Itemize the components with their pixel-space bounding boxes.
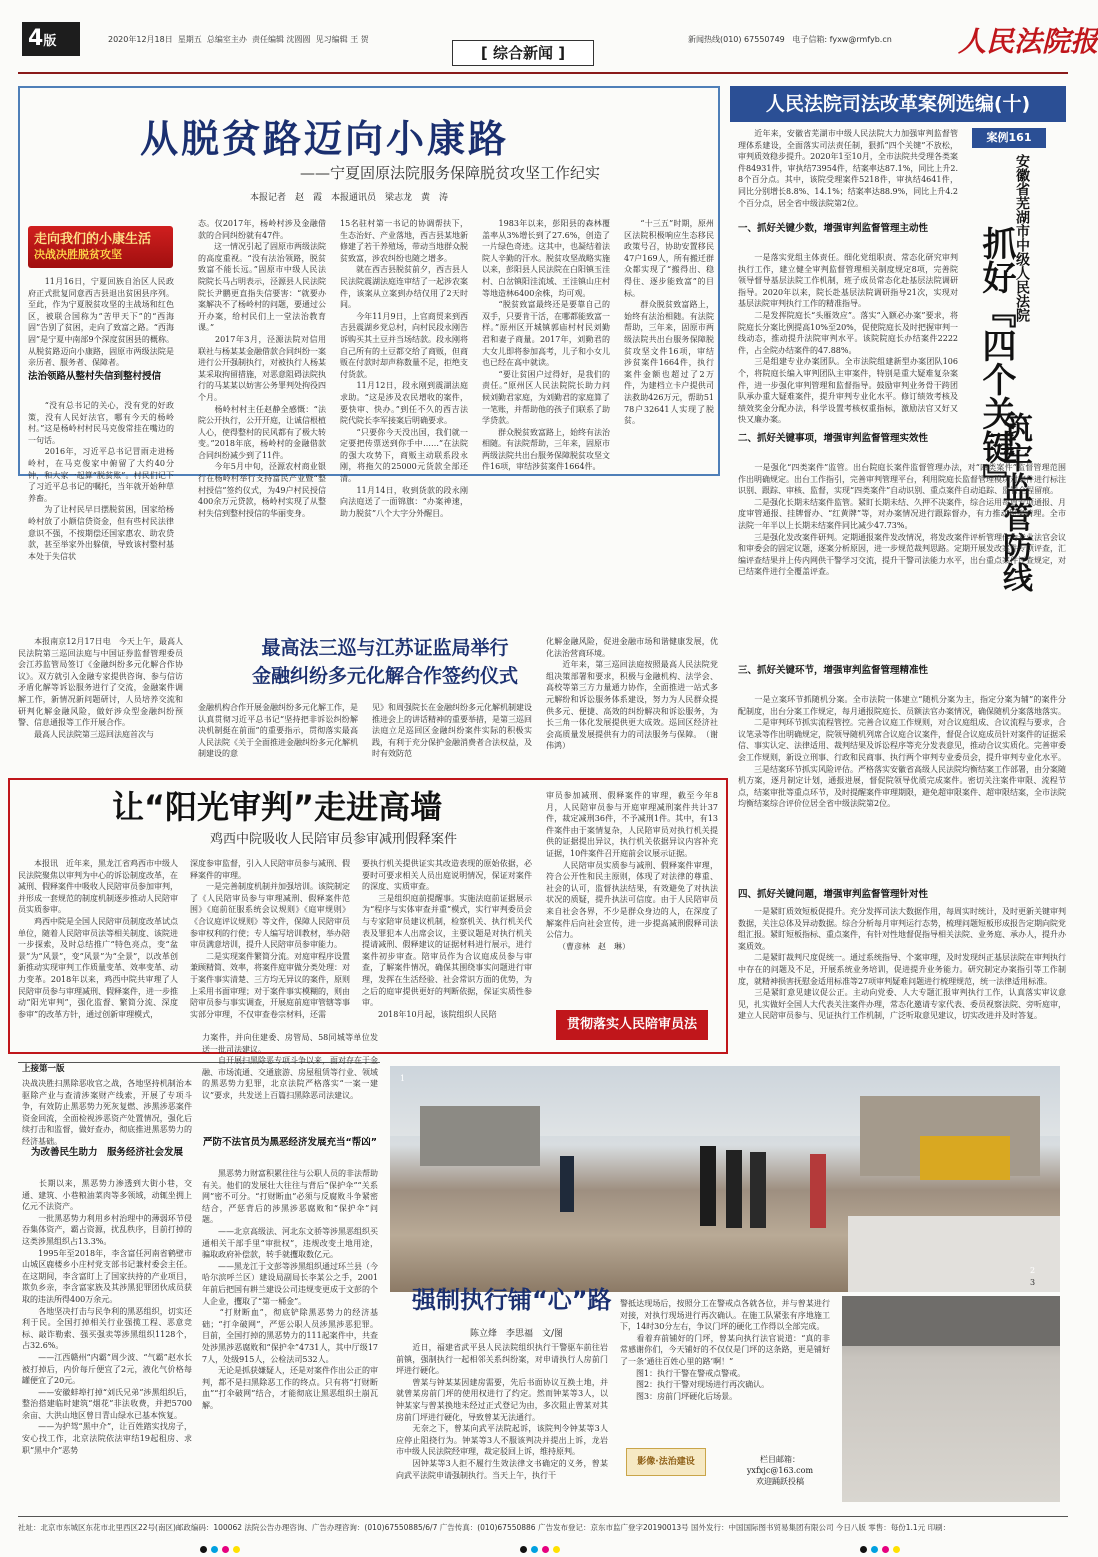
color-registration-marks: [520, 1538, 564, 1557]
article-finance-col-right: 化解金融风险，促进金融市场和谐健康发展，优化法治营商环境。 近年来，第三巡回法庭按照最高人民法院党组决策部署和要求，积极与金融机构、法学会、高校等第三方力量通力协作，全面推进一站式多元解纷和诉讼服务体系建设，努力为人民群众提供多元、便捷、高效的纠纷解决和诉讼服务，为长三角一体化发展提供更大成效。巡回区经济社会高质量发展提供有力的司法服务与保障。 （谢伟鸿）: [546, 637, 718, 751]
reform-section-1: 一是落实党组主体责任。细化党组职责、常态化研究审判执行工作，建立健全审判监督管理相关制度规定8项，完善院领导督导基层法院工作机制，班子成员常态化赴基层法院调研指导。2020年以来，院长赴基层法院调研指导21次，实现对基层法院审判执行工作的精准指导。 二是发挥院庭长“头雁效应”。落实“入额必办案”要求，将院庭长分案比例提高10%至20%，促使院庭长及时把握审判一线动态，推动提升法院审判水平。该院院庭长办结案件2222件，占全院办结案件的47.88%。 三是组建专业办案团队。全市法院组建新型办案团队106个，将院庭长编入审判团队主审案件，特别是重大疑难复杂案件，进一步强化审判管理和监督指导。鼓励审判业务骨干跨团队承办重大疑难案件，提升审判专业化水平。修订绩效考核及绩效奖金分配办法，科学设置考核权重指标，激励法官又好又快又廉办案。: [738, 253, 958, 425]
jury-law-label: 贯彻落实人民陪审员法: [556, 1010, 708, 1040]
color-registration-marks: [860, 1538, 904, 1557]
header-hotline: 新闻热线(010) 67550749 电子信箱: fyxw@rmfyb.cn: [688, 35, 892, 44]
enforcement-photo-3: [842, 1296, 1060, 1502]
photo-number: 1: [400, 1074, 406, 1083]
reform-headline-1: 抓好『四个关键』: [976, 226, 1016, 498]
article-enforcement-p1: 近日，福建省武平县人民法院组织执行干警驱车前往岩前镇，强制执行一起相邻关系纠纷案，对申请执行人房前门坪进行硬化。 曾某与钟某某因建房需要，先后书面协议互换土地，并就曾某房前门坪的使用权进行了约定。然而钟某等3人，以钟某家与曾某换地未经过正式登记为由，多次阻止曾某对其房前门坪进行硬化，导致曾某无法通行。 无奈之下，曾某向武平法院起诉，该院判令钟某等3人应停止阻挠行为。钟某等3人不服该判决并提出上诉，龙岩市中级人民法院经审理，裁定驳回上诉，维持原判。 因钟某等3人拒不履行生效法律文书确定的义务，曾某向武平法院申请强制执行。当天上午，执行干: [396, 1343, 608, 1480]
photo-person: [810, 1154, 826, 1228]
article-gang-p1: 决战决胜扫黑除恶收官之战，各地坚持机制治本驱除产业与查清涉案财产线索，开展了专项斗争，有效防止黑恶势力死灰复燃、涉黑涉恶案件资金回流，全面检视涉恶资产处置情况，强化后续打击和监督，做好查办，彻底推进黑恶势力的经济基础。: [22, 1079, 192, 1146]
article-poverty-col1b: “没有总书记的关心，没有党的好政策，没有人民好法官，哪有今天的杨岭村。”这是杨岭村村民马克俊常挂在嘴边的一句话。 2016年，习近平总书记冒雨走进杨岭村，在马克俊家中俯留了大约40分钟，和大家一起算“脱贫账”。村民们记下了习近平总书记的嘱托，当年就开始种草养畜。 为了让村民早日摆脱贫困，国家给杨岭村放了小额信贷资金，但有些村民法律意识不强，不按期偿还国家惠农、助农贷款，甚至举家外出躲债，导致该村整村基本处于失信状: [28, 401, 174, 561]
article-poverty-col4: 1983年以来，彭阳县的森林覆盖率从3%增长到了27.6%，创造了一片绿色奇迹。这其中，也凝结着法院人辛勤的汗水。脱贫攻坚战略实施以来，彭阳县人民法院在白阳镇玉洼村、白岔镇阳洼流域、王洼镇山庄村等地造林6400余株，均可观。 “脱贫致富最终还是要靠自己的双手，只要肯干活，在哪都能致富一样。”原州区开城镇郭庙村村民刘勤君和妻子商量。2017年，刘勤君的大女儿即将参加高考，儿子和小女儿也已经在高中就读。 “要让贫困户过得好，是我们的责任。”原州区人民法院院长助力问候刘勤君家庭，为刘勤君的家庭算了一笔账，并帮助他的孩子们联系了助学贷款。 群众脱贫致富路上，始终有法治相随。有法院帮助，三年来，固原市两级法院共出台服务保障脱贫攻坚文件16项，审结涉贫案件1664件。: [482, 219, 610, 472]
photo-number: 2: [1030, 1266, 1036, 1275]
reform-section-2: 一是强化“四类案件”监管。出台院庭长案件监督管理办法，对“四类案件”监督管理范围作出明确规定。出台工作指引，完善审判管理平台，利用院庭长监督管理模块对案件进行标注识别、跟踪、审核、监督，实现“四类案件”自动识别、重点案件自动追踪、监管全程留痕。 二是强化长期未结案件监管。紧盯长期未结、久押不决案件，综合运用每周专项通报、月度审管通报、挂牌督办、“红黄牌”等，对办案情况进行跟踪督办，有力推动积案清理。全市法院一年半以上长期未结案件同比减少47.73%。 三是强化发改案件研判。定期通报案件发改情况，将发改案件评析管理作为专业法官会议和审委会的固定议题，逐案分析原因，进一步规范裁判思路。定期开展发改案件专项评查，汇编评查结果并上传内网供干警学习交流，提升干警司法能力水平，出台重点案件评查规定，对已结案件进行全覆盖评查。: [738, 463, 1066, 577]
article-poverty-title: 从脱贫路迈向小康路: [140, 117, 510, 161]
article-gang-p3: 力案件，并向住建委、房管局、58同城等单位发送一批司法建议。 自开展扫黑除恶专项斗争以来，面对存在于金融、市场流通、交通旅游、房屋租赁等行业、领域的黑恶势力犯罪，北京法院严格落实“一案一建议”要求，共发送上百篇扫黑除恶司法建议。: [202, 1033, 378, 1100]
photo-truck: [920, 1136, 1010, 1180]
article-poverty-col3: 15名驻村第一书记的协调帮扶下，生态治好、产业落地，西吉县某地新修建了若干养殖场，带动当地群众脱贫致富，涉农纠纷也随之增多。 就在西吉县脱贫前夕，西吉县人民法院震湖法庭连审结了一起涉农案件，该案从立案到办结仅用了2天时间。 今年11月9日，上官商贸来到西吉县震湖乡党总村，向村民段永刚告诉购买其土豆并当场结款。段永刚将自己所有的土豆都交给了商贩，但商贩在付款时却声称数量不足，拒绝支付货款。 11月12日，段永刚到震湖法庭求助。“这是涉及农民增收的案件，要快审、快办。”到任不久的西吉法院代院长李军接案后明确要求。 “只要你今天没出国，我们就一定要把传票送到你手中……”在法院的强大攻势下，商贩主动联系段永刚，将拖欠的25000元货款全部还清。 11月14日，收到货款的段永刚向法庭送了一面锦旗：“办案神速，助力脱贫”八个大字分外醒目。: [340, 219, 468, 518]
header-rule: [18, 72, 1068, 74]
column-contact: 栏目邮箱： yxfxjc@163.com 欢迎踊跃投稿: [720, 1454, 840, 1487]
column-email[interactable]: yxfxjc@163.com: [746, 1466, 814, 1475]
article-enforcement-title: 强制执行铺“心”路: [412, 1286, 612, 1314]
photo-person: [750, 1152, 766, 1228]
article-poverty-col1: 11月16日，宁夏回族自治区人民政府正式批复同意西吉县退出贫困县序列。至此，作为宁夏脱贫攻坚的主战场和红色区，被联合国称为“苦甲天下”的“西海固”告别了贫困，走向了致富之路。“西海固”是宁夏中南部9个深度贫困县的概称。从脱贫路迈向小康路，固原市两级法院是亲历者、服务者、保障者。: [28, 277, 174, 368]
article-finance-title: 最高法三巡与江苏证监局举行 金融纠纷多元化解合作签约仪式: [251, 637, 518, 687]
reform-series-header: 人民法院司法改革案例选编(十): [730, 86, 1066, 122]
photo-inset: [848, 1216, 1060, 1292]
footer-rule: [18, 1516, 1068, 1517]
reform-headline-2: 筑牢监管防线: [997, 412, 1032, 592]
photo-person: [726, 1150, 742, 1228]
photo-person: [700, 1146, 716, 1226]
photo-building: [420, 1106, 540, 1166]
newspaper-logo: 人民法院报: [958, 25, 1098, 58]
article-poverty-subtitle: ——宁夏固原法院服务保障脱贫攻坚工作纪实: [300, 164, 601, 182]
article-finance-col-mid1: 金融机构合作开展金融纠纷多元化解工作，是认真贯彻习近平总书记“坚持把非诉讼纠纷解决机制挺在前面”的重要指示，贯彻落实最高人民法院《关于全面推进金融纠纷多元化解机制建设的意: [198, 703, 358, 759]
article-jury-col4: 审员参加减刑、假释案件的审理，截至今年8月，人民陪审员参与开庭审理减刑案件共计37件，裁定减刑36件，不予减刑1件。其中，有13件案件由于案情复杂，人民陪审员对执行机关提供的证据提出异议，执行机关依据异议内容补充证据，10件案件召开庭前会议展示证据。 人民陪审员实质参与减刑、假释案件审理，符合公开性和民主原则，体现了对法律的尊重、社会的认可，监督执法结果，有效避免了对执法状况的质疑，提升执法可信度。由于人民陪审员来自社会各界，不少是群众身边的人，在深度了解案件后向社会宣传，进一步提高减刑假释司法公信力。 （曹彦林 赵 琳）: [546, 791, 718, 951]
page-number: 4版: [22, 22, 80, 56]
article-jury-col2: 深度参审监督，引入人民陪审员参与减刑、假释案件的审理。 一是完善制度机制并加强培训。该院制定了《人民陪审员参与审理减刑、假释案件范围》《庭前征服系统会议规则》《庭审规则》《合议庭评议规则》等文件，保障人民陪审员参审权利的行使；专人编写培训教材，举办陪审员满意培训，提升人民陪审员参审能力。 二是实现案件繁简分流。对庭审程序设置兼顾精简、效率，将案件庭审做分类处理：对于案件事实清楚、三方均无异议的案件，原则上采用书面审理；对于案件事实模糊的，则由陪审员参与事实调查，开展庭前庭审管辖等事实部分审理，不仅审查卷宗材料，还需: [190, 859, 350, 1019]
column-banner: 影像·法治建设: [626, 1448, 706, 1476]
reform-heading-1: 一、抓好关键少数，增强审判监督管理主动性: [738, 223, 929, 234]
photo-number: 3: [1030, 1278, 1036, 1287]
header-date: 2020年12月18日 星期五 总编室主办 责任编辑 沈圆圆 见习编辑 王 贺: [108, 35, 369, 44]
article-gang-p4: 黑恶势力财富积累往往与公职人员的非法帮助有关。他们的发展壮大往往与背后“保护伞”“关系网”密不可分。“打财断血”必须与反腐败斗争紧密结合，严惩背后的涉黑涉恶腐败和“保护伞”问题。 ——北京高级法、河北东文骄等涉黑恶组织买通相关干部手里“审批权”，违规改变土地用途，骗取政府补偿款，转手就攫取数亿元。 ——黑龙江于文彭等涉黑组织通过环兰县（今哈尔滨呼兰区）建设局副局长李某公之手，2001年前后把国有耕兰建设公司违规变更成于文彭的个人企业，攫取了“第一桶金”。 “打财断血”，彻底铲除黑恶势力的经济基础；“打伞破网”，严惩公职人员涉黑涉恶犯罪。目前，全国打掉的黑恶势力的111起案件中，共查处涉黑涉恶腐败和“保护伞”4731人，其中厅级177人，处级915人，公检法司532人。 无论是抓获嫌疑人，还是对案件作出公正的审判，都不是扫黑除恶工作的终点。只有将“打财断血”“打伞破网”结合，才能彻底让黑恶组织土崩瓦解。: [202, 1169, 378, 1410]
reform-intro: 近年来，安徽省芜湖市中级人民法院大力加强审判监督管理体系建设，全面落实司法责任制，狠抓“四个关键”不放松，审判质效稳步提升。2020年1至10月，全市法院共受理各类案件84931件，审执结73954件，结案率达87.1%，同比上升2.8个百分点。其中，该院受理案件5218件，审执结4641件，同比分别增长8.8%、14.1%；结案率达88.9%，同比上升4.2个百分点，居全省中级法院第2位。: [738, 129, 958, 208]
reform-section-3: 一是立案环节抓随机分案。全市法院一体建立“随机分案为主，指定分案为辅”的案件分配制度，出台分案工作规定，每月通报院庭长、员额法官办案情况，确保随机分案落地落实。 二是审判环节抓实流程管控。完善合议庭工作规则，对合议庭组成、合议流程与要求，合议笔录等作出明确规定，院领导随机列席合议庭合议案件，督促合议庭成员针对案件的证据采信、事实认定、法律适用、裁判结果及诉讼程序等充分发表意见，推动合议实质化。完善审委会工作规则，新设立刑事、行政和民商事、执行两个审判专业委员会，提升审判专业化水平。 三是结案环节抓实风险评估。严格落实安徽省高级人民法院均衡结案工作部署，由分案随机方案，逐月制定计划，通报进展，督促院领导优质完成案件。密切关注案件审限、流程节点，结案审批等重点环节，及时提醒案件审理期限，避免超审限案件、超审限结案，全市法院均衡结案综合评价位居全省中级法院第2位。: [738, 695, 1066, 809]
article-jury-subtitle: 鸡西中院吸收人民陪审员参审减刑假释案件: [210, 832, 458, 847]
article-jury-col3: 要执行机关提供证实其改造表现的原始依据，必要时可要求相关人员出庭说明情况，保证对案件的深度、实质审查。 三是组织庭前提醒事。实施法庭前证据展示为“程序与实体审查并重”模式，实行审判委员会与专家陪审员建议机制，检察机关、执行机关代表及罪犯本人出席会议，主要议题是对执行机关提请减刑、假释建议的证据材料进行展示，进行案件初步审查。陪审员作为合议庭成员参与审查，了解案件情况，确保其围绕事实问题进行审理，发挥在生活经验、社会常识方面的优势，为之后的庭审提供更好的判断依据，保证实质性参审。 2018年10月起，该院组织人民陪: [362, 859, 532, 1019]
article-finance-col-left: 本报南京12月17日电 今天上午，最高人民法院第三巡回法庭与中国证券监督管理委员会江苏监管局签订《金融纠纷多元化解合作协议》。双方就引入金融专家提供咨询、参与信访矛盾化解等诉讼服务进行了交流，金融案件调解工作，新情况新问题研讨，人员培养交流和研判化解金融风险，做好涉众型金融纠纷预警、信息通报等工作开展合作。 最高人民法院第三巡回法庭首次与: [18, 637, 183, 739]
reform-section-4: 一是紧盯质效短板促提升。充分发挥司法大数据作用，每周实时统计，及时更新关键审判数据，关注总体及异动数据。综合分析每月审判运行态势，梳理问题短板形成报告定期向院党组汇报。紧盯短板指标、重点案件，有针对性地督促指导相关法院、业务庭、承办人，提升办案质效。 二是紧盯裁判尺度促统一。通过系统指导、个案审理，及时发现纠正基层法院在审判执行中存在的问题及不足，开展系统业务培训，促进提升业务能力。研究制定办案指引等工作制度，就精神损害抚慰金适用标准等27项审判疑难问题进行梳理规范，统一法律适用标准。 三是紧盯意见建议促公正。主动向党委、人大专题汇报审判执行工作，认真落实审议意见，扎实做好全国人大代表关注案件办理，常态化邀请专家代表、委员视察法院、旁听庭审，建立人民陪审员参与、见证执行工作机制，广泛听取意见建议，切实改进并及时答复。: [738, 907, 1066, 1021]
continued-label: 上接第一版: [22, 1064, 65, 1074]
article-gang-heading2: 严防不法官员为黑恶经济发展充当“帮凶”: [203, 1137, 377, 1148]
color-registration-marks: [200, 1538, 244, 1557]
section-label: [ 综合新闻 ]: [452, 40, 594, 66]
reform-heading-4: 四、抓好关键问题，增强审判监督管理针对性: [738, 889, 929, 900]
article-poverty-byline: 本报记者 赵 霞 本报通讯员 梁志龙 黄 涛: [250, 193, 449, 203]
campaign-banner: 走向我们的小康生活 决战决胜脱贫攻坚: [28, 226, 173, 268]
article-poverty-heading1: 法治领路从整村失信到整村授信: [28, 371, 162, 382]
article-enforcement-p2: 警抵达现场后，按照分工在警戒点各就各位，并与曾某进行对接，对执行现场进行再次确认。在施工队紧张有序地施工下，14时30分左右，争议门坪的硬化工作得以全部完成。 看着弃前铺好的门坪，曾某向执行法官说道：“真的非常感谢你们，今天铺好的不仅仅是门坪的这条路，更是铺好了一条‘通往百姓心里的路’啊！” 图1：执行干警在警戒点警戒。 图2：执行干警对现场进行再次确认。 图3：房前门坪硬化后场景。: [620, 1299, 830, 1401]
reform-heading-3: 三、抓好关键环节，增强审判监督管理精准性: [738, 665, 929, 676]
article-jury-col1: 本报讯 近年来，黑龙江省鸡西市中级人民法院聚焦以审判为中心的诉讼制度改革，在减刑、假释案件中吸收人民陪审员参加审判，并形成一套规范的制度机制逐步推动人民陪审员实质参审。 鸡西中院是全国人民陪审员制度改革试点单位，随着人民陪审员法等相关制度、该院进一步探索，及时总结推广“特色亮点，变“盆景”为“风景”，变“风景”为“全景”，以改革创新推动实现审判工作质量变革、效率变革、动力变革。2018年以来，鸡西中院共审理了人民陪审员参与审理减刑、假释案件，进一步推动“阳光审判”，强化监督、繁简分流、深度参审”的改革方针，通过创新审理模式，: [18, 859, 178, 1019]
article-gang-heading1: 为改善民生助力 服务经济社会发展: [30, 1147, 183, 1158]
photo-person: [560, 1156, 574, 1212]
footer-text: 社址：北京市东城区东花市北里西区22号(南区)邮政编码：100062 法院公告办理咨询、广告办理咨询：(010)67550885/6/7 广告传真：(010)67550886 广告发布登记：京东市监广登字20190013号 国外发行：中国国际图书贸易集团有限公司 今日八版 零售：每份1.1元 印刷：: [18, 1523, 951, 1532]
article-poverty-col5: “十三五”时期，原州区法院积极响应生态移民政策号召，协助安置移民47户169人，所有搬迁群众都实现了“搬得出、稳得住、逐步能致富”的目标。 群众脱贫致富路上，始终有法治相随。有法院帮助，三年来，固原市两级法院共出台服务保障脱贫攻坚文件16项，审结涉贫案件1664件，执行案件金额也超过了2万件，为建档立卡户提供司法救助426万元，帮助5178户32641人实现了脱贫。: [624, 219, 714, 426]
article-enforcement-byline: 陈立烽 李思福 文/图: [470, 1329, 564, 1339]
photo-wall: [842, 1296, 1060, 1346]
article-gang-p2: 长期以来，黑恶势力渗透到大街小巷，交通、建筑、小巷粮油菜肉等多领域，动辄坐拥上亿元不法资产。 一批黑恶势力利用乡村治理中的薄弱环节侵吞集体资产，霸占资源，扰乱秩序，目前打掉的这类涉黑组织占13.3%。 1995年至2018年，李含富任河南省鹤壁市山城区鹿楼乡小庄村党支部书记兼村委会主任。在这期间，李含富盯上了国家扶持的产业项目，欺负乡亲，李含富家族及其涉黑犯罪团伙成员获取的违法所得400万余元。 各地坚决打击与民争利的黑恶组织，切实还利于民。全国打掉相关行业强揽工程、恶意竞标、敲诈勒索、强买强卖等涉黑组织1128个，占32.6%。 ——江西赣州“内霸”周少波、“气霸”赵水长被打掉后，内价每斤便宜了2元，液化气价格每罐便宜了20元。 ——安徽蚌埠打掉“刘氏兄弟”涉黑组织后，整治搭建临时建筑“烟花”非法收费，并把5700余亩、大洪山地区曾日青山绿水已基本恢复。 ——为护驾“黑中介”，让百姓踏实找房子，安心找工作，北京法院依法审结19起租房、求职“黑中介”恶势: [22, 1179, 192, 1455]
article-poverty-col2: 态。仅2017年，杨岭村涉及金融借款的合同纠纷就有47件。 这一情况引起了固原市两级法院的高度重视。“没有法治领路，脱贫致富不能长远。”固原市中级人民法院院长马占明表示，泾源县人民法院院长尹鹏更直指失信要害：“就要办案解决不了杨岭村的问题，要通过公开办案，给村民们上一堂法治教育课。” 2017年3月，泾源法院对信用联社与杨某某金融借款合同纠纷一案进行公开强制执行，对被执行人杨某某采取拘留措施，对恶意阻碍法院执行的马某某以妨害公务罪判处拘役四个月。 杨岭村村主任赵静全感慨：“法院公开执行，公开开庭，让诚信根植人心，使得整村的民风都有了极大转变。”2018年底，杨岭村的金融借款合同纠纷减少到了11件。 今年5月中旬，泾源农村商业银行在杨岭村举行支持富民产业暨“整村授信”签约仪式，为49户村民授信400余万元贷款，杨岭村实现了从整村失信到整村授信的华丽变身。: [198, 219, 326, 518]
reform-court-name: 安徽省芜湖市中级人民法院: [1014, 154, 1030, 322]
article-jury-title: 让“阳光审判”走进高墙: [112, 788, 443, 826]
reform-heading-2: 二、抓好关键事项，增强审判监督管理实效性: [738, 433, 929, 444]
case-number-label: 案例161: [972, 128, 1046, 148]
enforcement-photo: [390, 1066, 1060, 1292]
article-finance-col-mid2: 见》和周强院长在金融纠纷多元化解机制建设推进会上的讲话精神的重要举措，是第三巡回法庭立足巡回区金融纠纷案件实际的积极实践，有利于充分保护金融消费者合法权益，及时有效防范: [372, 703, 532, 759]
